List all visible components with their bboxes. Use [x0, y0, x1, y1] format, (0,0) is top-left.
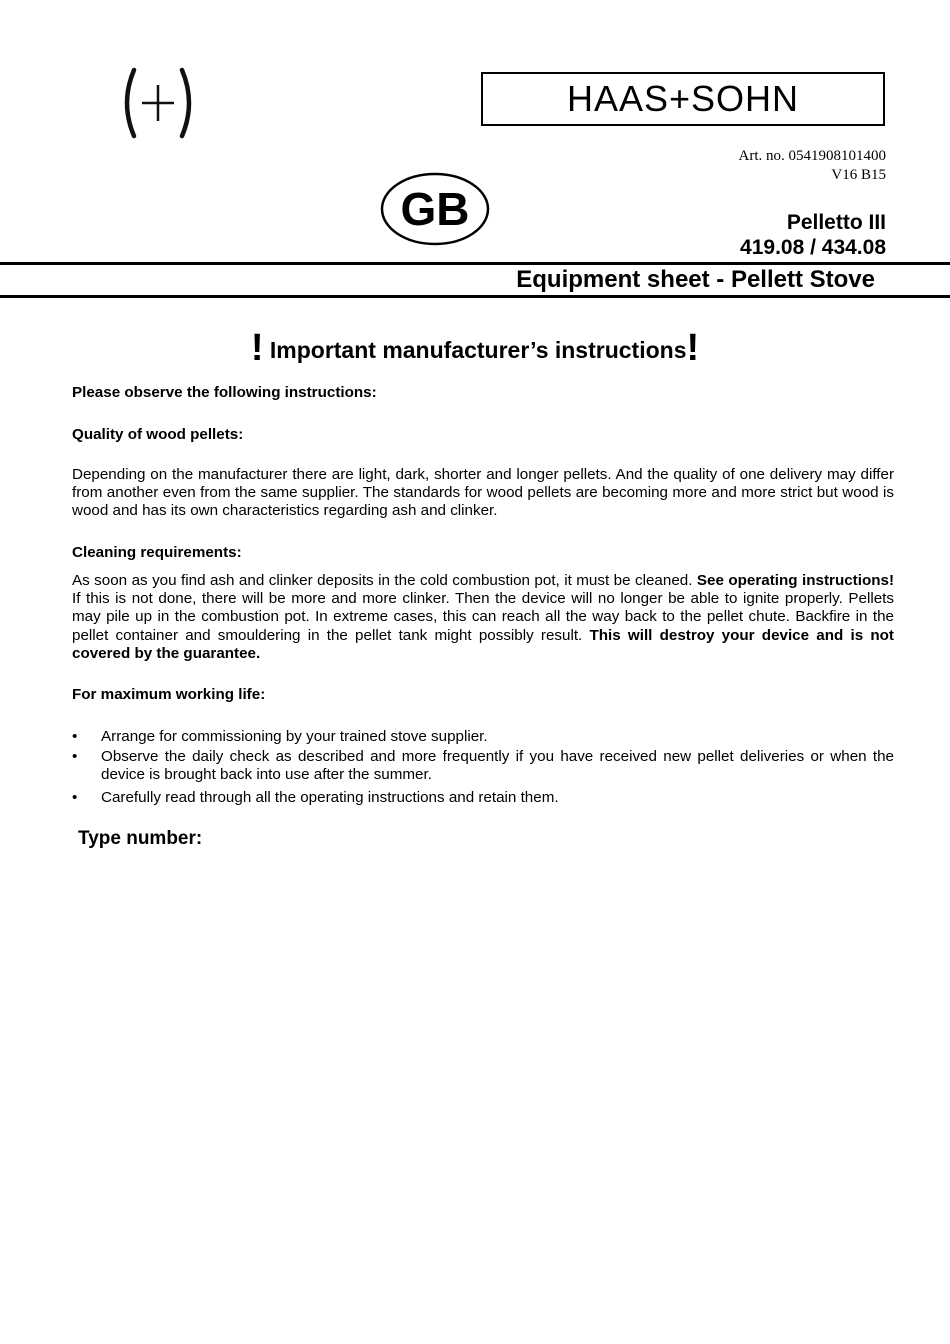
country-badge-label: GB: [400, 183, 470, 235]
type-number-label: Type number:: [78, 828, 203, 849]
list-item: [72, 748, 894, 784]
cleaning-emphasis-1: See operating instructions!: [696, 572, 894, 589]
working-life-list: [72, 728, 894, 809]
article-number: Art. no. 0541908101400: [738, 148, 886, 164]
cleaning-text-part-2: If this is not done, there will be more and more clinker. Then the device will no longer be able to ignite properly. Pellets may pile up in the combustion pot. In extreme cases, this can reach all the way back to the pellet chute. Backfire in the pellet container and smouldering in the pellet tank might possibly result.: [72, 590, 894, 644]
cleaning-text-part-1: As soon as you find ash and clinker deposits in the cold combustion pot, it must be cleaned.: [72, 572, 697, 589]
lead-instruction: Please observe the following instructions:: [72, 384, 377, 401]
exclamation-left: !: [250, 327, 264, 369]
brand-logo-box: [481, 72, 885, 126]
list-item-text: Carefully read through all the operating instructions and retain them.: [101, 788, 559, 806]
page-heading-text: Important manufacturer’s instructions: [263, 337, 687, 363]
list-item-text: Observe the daily check as described and more frequently if you have received new pellet deliveries or when the device is brought back into use after the summer.: [101, 748, 894, 784]
brand-name: HAAS+SOHN: [566, 78, 800, 119]
country-badge-icon: [380, 172, 490, 246]
sheet-title: Equipment sheet - Pellett Stove: [516, 266, 875, 293]
version-code: V16 B15: [831, 167, 886, 183]
bullet-icon: •: [72, 728, 78, 745]
section-heading-cleaning: Cleaning requirements:: [72, 544, 242, 561]
cleaning-emphasis-2: This will destroy your device and is not covered by the guarantee.: [72, 626, 894, 662]
list-item: [72, 789, 894, 807]
exclamation-right: !: [686, 327, 700, 369]
section-heading-quality: Quality of wood pellets:: [72, 426, 244, 443]
bullet-icon: •: [72, 788, 78, 806]
header-divider-bottom: [0, 295, 950, 298]
model-number: 419.08 / 434.08: [740, 236, 886, 259]
list-item: [72, 728, 894, 746]
model-name: Pelletto III: [786, 211, 886, 234]
bullet-icon: •: [72, 748, 78, 766]
header-divider-top: [0, 262, 950, 265]
page-heading: [0, 327, 950, 370]
brand-plus-logo-icon: [118, 66, 198, 140]
section-text-cleaning: [72, 572, 894, 663]
list-item-text: Arrange for commissioning by your trained stove supplier.: [101, 728, 488, 745]
section-text-quality: Depending on the manufacturer there are light, dark, shorter and longer pellets. And the quality of one delivery may differ from another even from the same supplier. The standards for wood pellets are becoming more and more strict but wood is wood and has its own characteristics regarding ash and clinker.: [72, 466, 894, 520]
section-heading-working-life: For maximum working life:: [72, 686, 266, 703]
